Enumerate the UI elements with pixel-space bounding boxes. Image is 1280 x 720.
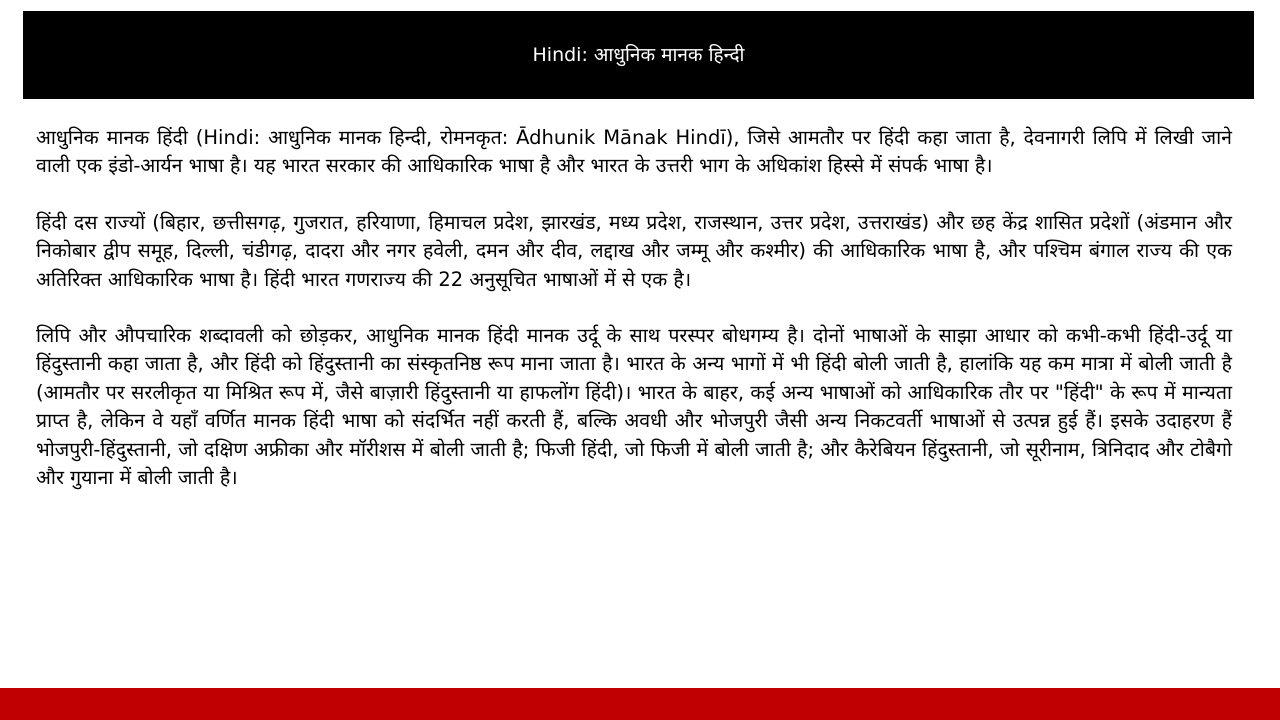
slide-title: Hindi: आधुनिक मानक हिन्दी: [532, 43, 745, 66]
paragraph-1: आधुनिक मानक हिंदी (Hindi: आधुनिक मानक हिन्दी, रोमनकृत: Ādhunik Mānak Hindī), जिसे आमतौर पर हिंदी कहा जाता है, देवनागरी लिपि में लिखी जाने वाली एक इंडो-आर्यन भाषा है। यह भारत सरकार की आधिकारिक भाषा है और भारत के उत्तरी भाग के अधिकांश हिस्से में संपर्क भाषा है।: [36, 126, 1232, 178]
footer-accent-band: [0, 688, 1280, 720]
title-bar: [23, 11, 1254, 99]
paragraph-2: हिंदी दस राज्यों (बिहार, छत्तीसगढ़, गुजरात, हरियाणा, हिमाचल प्रदेश, झारखंड, मध्य प्रदेश, राजस्थान, उत्तर प्रदेश, उत्तराखंड) और छह केंद्र शासित प्रदेशों (अंडमान और निकोबार द्वीप समूह, दिल्ली, चंडीगढ़, दादरा और नगर हवेली, दमन और दीव, लद्दाख और जम्मू और कश्मीर) की आधिकारिक भाषा है, और पश्चिम बंगाल राज्य की एक अतिरिक्त आधिकारिक भाषा है। हिंदी भारत गणराज्य की 22 अनुसूचित भाषाओं में से एक है।: [36, 210, 1232, 291]
slide-body: [36, 124, 1232, 520]
paragraph-3: लिपि और औपचारिक शब्दावली को छोड़कर, आधुनिक मानक हिंदी मानक उर्दू के साथ परस्पर बोधगम्य है। दोनों भाषाओं के साझा आधार को कभी-कभी हिंदी-उर्दू या हिंदुस्तानी कहा जाता है, और हिंदी को हिंदुस्तानी का संस्कृतनिष्ठ रूप माना जाता है। भारत के अन्य भागों में भी हिंदी बोली जाती है, हालांकि यह कम मात्रा में बोली जाती है (आमतौर पर सरलीकृत या मिश्रित रूप में, जैसे बाज़ारी हिंदुस्तानी या हाफलोंग हिंदी)। भारत के बाहर, कई अन्य भाषाओं को आधिकारिक तौर पर "हिंदी" के रूप में मान्यता प्राप्त है, लेकिन वे यहाँ वर्णित मानक हिंदी भाषा को संदर्भित नहीं करती हैं, बल्कि अवधी और भोजपुरी जैसी अन्य निकटवर्ती भाषाओं से उत्पन्न हुई हैं। इसके उदाहरण हैं भोजपुरी-हिंदुस्तानी, जो दक्षिण अफ्रीका और मॉरीशस में बोली जाती है; फिजी हिंदी, जो फिजी में बोली जाती है; और कैरेबियन हिंदुस्तानी, जो सूरीनाम, त्रिनिदाद और टोबैगो और गुयाना में बोली जाती है।: [36, 324, 1232, 490]
